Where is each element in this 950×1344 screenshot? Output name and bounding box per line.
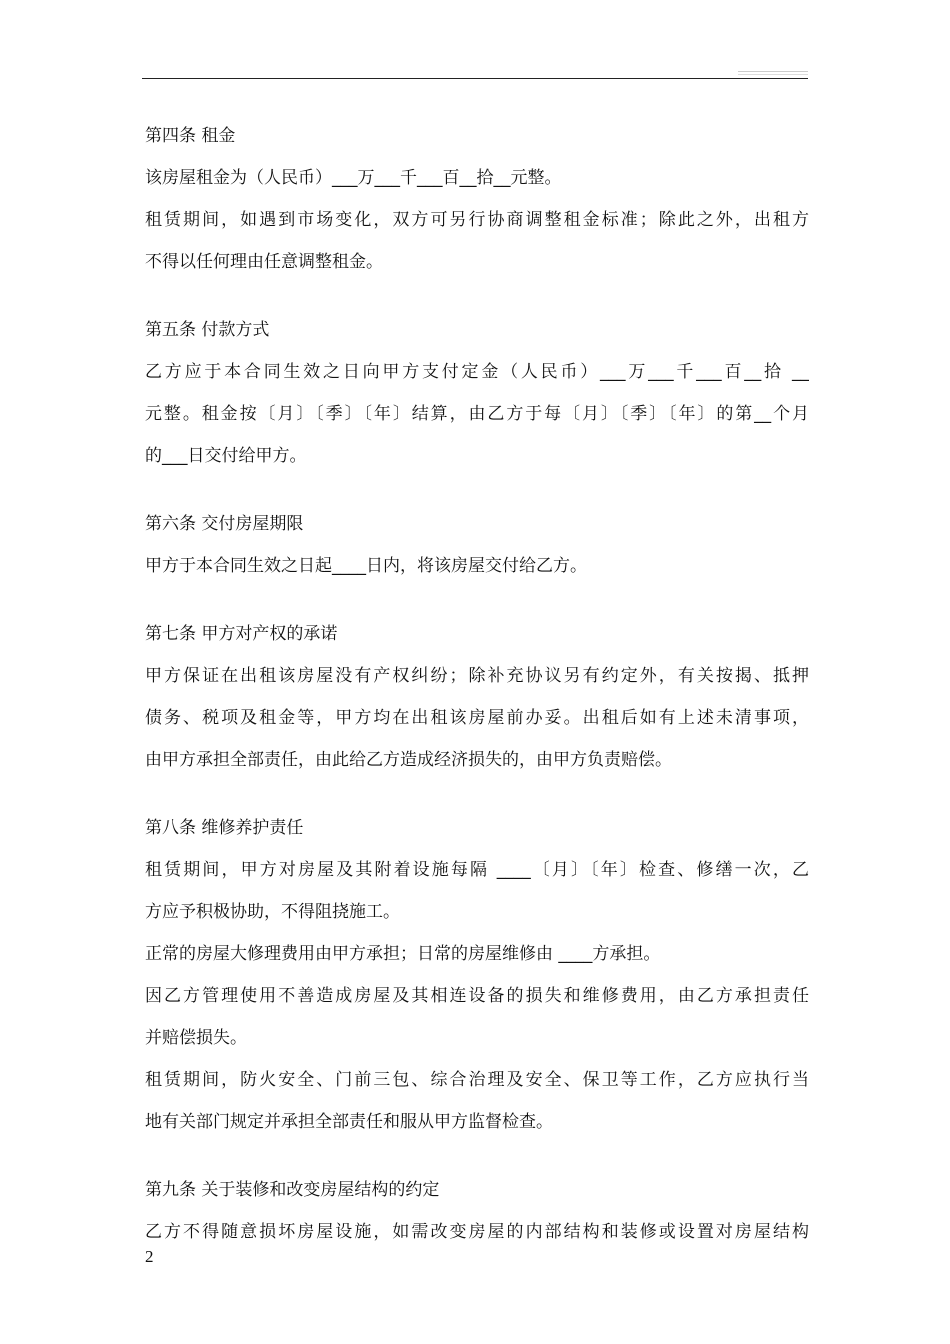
paragraph-line: 地有关部门规定并承担全部责任和服从甲方监督检查。 [145,1112,553,1132]
header-rule [142,78,808,79]
paragraph-line: 甲方于本合同生效之日起____日内，将该房屋交付给乙方。 [145,556,587,576]
section-title: 第六条 交付房屋期限 [145,514,304,534]
section-title: 第九条 关于装修和改变房屋结构的约定 [145,1180,440,1200]
header-decoration [738,71,808,72]
section-title: 第五条 付款方式 [145,320,270,340]
paragraph-line: 的___日交付给甲方。 [145,446,307,466]
paragraph-line: 正常的房屋大修理费用由甲方承担；日常的房屋维修由 ____方承担。 [145,944,661,964]
paragraph-line: 元整。租金按〔月〕〔季〕〔年〕结算，由乙方于每〔月〕〔季〕〔年〕的第__个月 [145,404,809,424]
section-article-9 [145,1169,809,1253]
paragraph-line: 因乙方管理使用不善造成房屋及其相连设备的损失和维修费用，由乙方承担责任 [145,986,809,1006]
paragraph-line: 由甲方承担全部责任，由此给乙方造成经济损失的，由甲方负责赔偿。 [145,750,672,770]
paragraph-line: 租赁期间，甲方对房屋及其附着设施每隔 ____〔月〕〔年〕检查、修缮一次，乙 [145,860,809,880]
paragraph-line: 债务、税项及租金等，甲方均在出租该房屋前办妥。出租后如有上述未清事项， [145,708,809,728]
section-title: 第七条 甲方对产权的承诺 [145,624,338,644]
paragraph-line: 该房屋租金为（人民币）___万___千___百__拾__元整。 [145,168,562,188]
paragraph-line: 不得以任何理由任意调整租金。 [145,252,383,272]
paragraph-line: 方应予积极协助，不得阻挠施工。 [145,902,400,922]
paragraph-line: 并赔偿损失。 [145,1028,247,1048]
section-article-6 [145,503,809,587]
paragraph-line: 租赁期间，防火安全、门前三包、综合治理及安全、保卫等工作，乙方应执行当 [145,1070,809,1090]
section-title: 第八条 维修养护责任 [145,818,304,838]
header-decoration-secondary [738,74,808,75]
section-article-5 [145,309,809,477]
paragraph-line: 乙方不得随意损坏房屋设施，如需改变房屋的内部结构和装修或设置对房屋结构 [145,1222,809,1242]
paragraph-line: 乙方应于本合同生效之日向甲方支付定金（人民币）___万___千___百__拾 __ [145,362,809,382]
paragraph-line: 租赁期间，如遇到市场变化，双方可另行协商调整租金标准；除此之外，出租方 [145,210,809,230]
section-article-4 [145,115,809,283]
section-article-7 [145,613,809,781]
document-body [145,115,809,1279]
section-title: 第四条 租金 [145,126,236,146]
paragraph-line: 甲方保证在出租该房屋没有产权纠纷；除补充协议另有约定外，有关按揭、抵押 [145,666,809,686]
section-article-8 [145,807,809,1143]
page-number: 2 [145,1247,154,1266]
